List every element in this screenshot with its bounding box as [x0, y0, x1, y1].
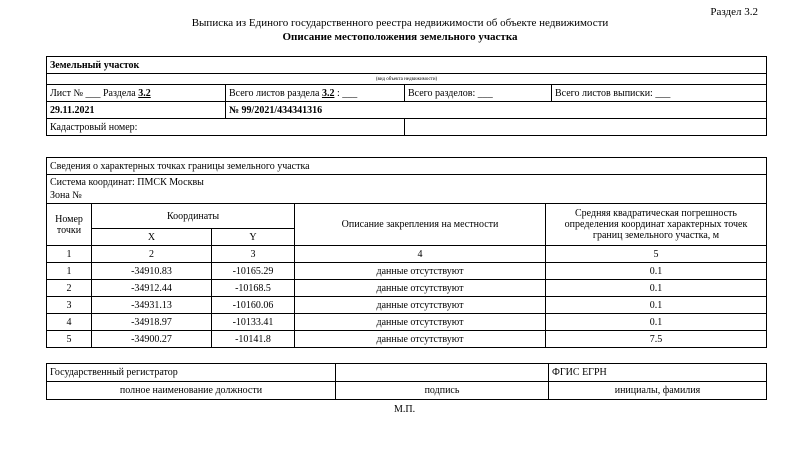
coord-system-cell: [47, 175, 767, 204]
total-sheets-cell: [226, 85, 405, 102]
section-value: 3.2: [138, 87, 151, 99]
point-description: данные отсутствуют: [295, 331, 546, 348]
point-y: -10165.29: [212, 263, 295, 280]
registrar-table: [46, 363, 767, 400]
point-description: данные отсутствуют: [295, 297, 546, 314]
document-title: Выписка из Единого государственного реестра недвижимости об объекте недвижимости: [191, 17, 609, 29]
registrar-position: Государственный регистратор: [47, 364, 336, 382]
boundary-points-table: [46, 157, 767, 348]
point-number: 5: [47, 331, 92, 348]
coord-system: Система координат: ПМСК Москвы: [50, 177, 204, 188]
cadastral-number-label: Кадастровый номер:: [47, 119, 405, 136]
section-label: Раздела: [102, 87, 136, 99]
cadastral-number-value: [405, 119, 767, 136]
name-caption: инициалы, фамилия: [549, 382, 767, 400]
point-number: 4: [47, 314, 92, 331]
point-description: данные отсутствуют: [295, 314, 546, 331]
stamp-place: М.П.: [394, 404, 416, 415]
col-description: Описание закрепления на местности: [295, 204, 546, 246]
signature-caption: подпись: [336, 382, 549, 400]
table-row: [47, 297, 767, 314]
point-y: -10141.8: [212, 331, 295, 348]
registrar-signature: [336, 364, 549, 382]
point-y: -10133.41: [212, 314, 295, 331]
table-row: [47, 314, 767, 331]
point-error: 0.1: [546, 263, 767, 280]
point-description: данные отсутствуют: [295, 280, 546, 297]
point-number: 3: [47, 297, 92, 314]
document-subtitle: Описание местоположения земельного участка: [282, 31, 518, 43]
table-row: [47, 331, 767, 348]
table-row: [47, 263, 767, 280]
point-error: 0.1: [546, 297, 767, 314]
point-x: -34918.97: [92, 314, 212, 331]
point-error: 7.5: [546, 331, 767, 348]
point-x: -34910.83: [92, 263, 212, 280]
zone: Зона №: [50, 190, 82, 201]
point-error: 0.1: [546, 314, 767, 331]
total-sheets-value: 3.2: [321, 87, 335, 99]
column-index: 5: [546, 246, 767, 263]
point-error: 0.1: [546, 280, 767, 297]
col-y: Y: [212, 229, 295, 246]
extract-number: № 99/2021/434341316: [226, 102, 767, 119]
sheet-number: Лист № ___: [50, 87, 101, 99]
table-row: [47, 280, 767, 297]
column-index: 3: [212, 246, 295, 263]
point-y: -10168.5: [212, 280, 295, 297]
column-index: 1: [47, 246, 92, 263]
point-x: -34900.27: [92, 331, 212, 348]
extract-date: 29.11.2021: [47, 102, 226, 119]
object-info-table: [46, 56, 767, 136]
col-coordinates: Координаты: [92, 204, 295, 229]
registrar-org: ФГИС ЕГРН: [549, 364, 767, 382]
position-caption: полное наименование должности: [47, 382, 336, 400]
sheet-section-cell: [47, 85, 226, 102]
object-type: Земельный участок: [47, 57, 767, 74]
total-sections: Всего разделов: ___: [405, 85, 552, 102]
col-x: X: [92, 229, 212, 246]
point-number: 1: [47, 263, 92, 280]
point-description: данные отсутствуют: [295, 263, 546, 280]
point-y: -10160.06: [212, 297, 295, 314]
column-index-row: [47, 246, 767, 263]
points-heading: Сведения о характерных точках границы земельного участка: [47, 158, 767, 175]
object-type-caption: (вид объекта недвижимости): [47, 74, 767, 85]
col-point-number: Номер точки: [47, 204, 92, 246]
section-number: Раздел 3.2: [710, 6, 758, 18]
point-number: 2: [47, 280, 92, 297]
column-index: 4: [295, 246, 546, 263]
point-x: -34931.13: [92, 297, 212, 314]
col-error: Средняя квадратическая погрешность определения координат характерных точек границ земельного участка, м: [546, 204, 767, 246]
total-extract-sheets: Всего листов выписки: ___: [552, 85, 767, 102]
column-index: 2: [92, 246, 212, 263]
total-sheets-suffix: : ___: [336, 87, 358, 99]
total-sheets-label: Всего листов раздела: [229, 87, 320, 99]
point-x: -34912.44: [92, 280, 212, 297]
